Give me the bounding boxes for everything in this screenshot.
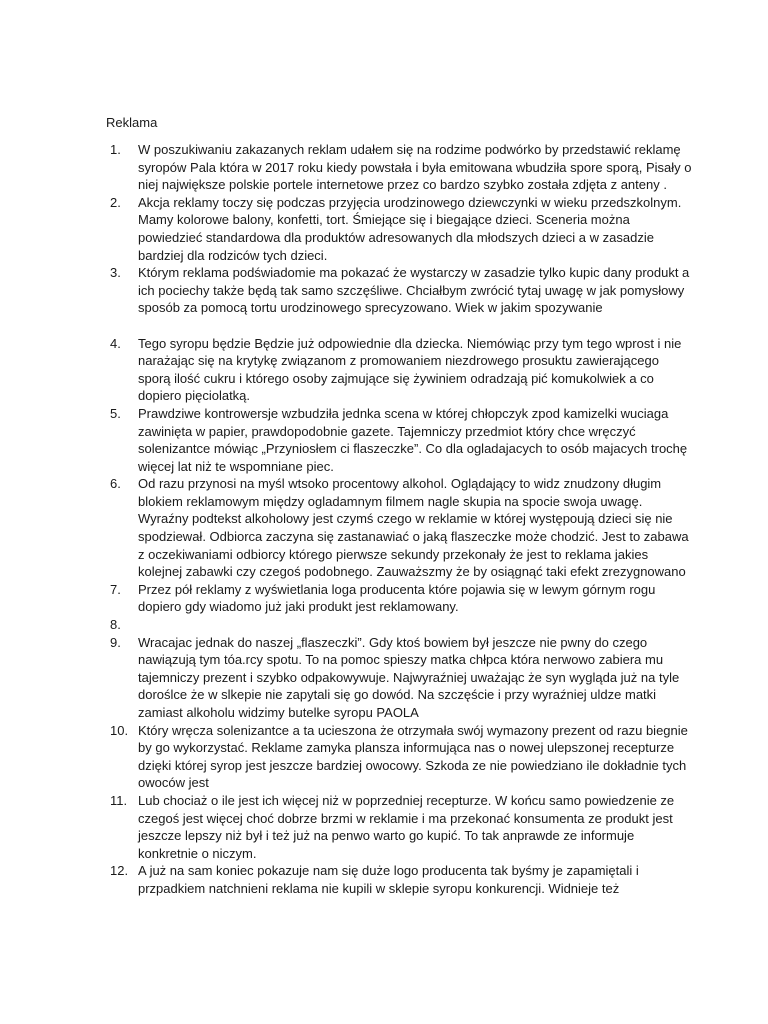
numbered-list [106,141,692,898]
list-item-text: Akcja reklamy toczy się podczas przyjęcia urodzinowego dziewczynki w wieku przedszkolnym. Mamy kolorowe balony, konfetti, tort. Śmiejące się i biegające dzieci. Sceneria można powiedzieć standardowa dla produktów adresowanych dla młodszych dzieci a w zasadzie bardziej dla rodziców tych dzieci. [138,194,682,263]
list-item-text: Który wręcza solenizantce a ta ucieszona że otrzymała swój wymazony prezent od razu biegnie by go wykorzystać. Reklame zamyka plansza informująca nas o nowej ulepszonej recepturze dzięki której syrop jest jeszcze bardziej owocowy. Szkoda ze nie powiedziano ile dokładnie tych owoców jest [138,722,688,791]
list-item-number: 8. [110,617,121,633]
list-item-number: 4. [110,335,121,351]
list-item [106,581,692,616]
list-item [106,194,692,264]
list-item [106,862,692,897]
list-item-text: Przez pół reklamy z wyświetlania loga producenta które pojawia się w lewym górnym rogu dopiero gdy wiadomo już jaki produkt jest reklamowany. [138,581,656,615]
list-item-number: 9. [110,634,121,650]
list-item-text: Prawdziwe kontrowersje wzbudziła jednka scena w której chłopczyk zpod kamizelki wuciaga zawinięta w papier, prawdopodobnie gazete. Tajemniczy przedmiot który chce wręczyć solenizantce mówiąc „Przyniosłem ci flaszeczke”. Co dla ogladajacych to osób majacych trochę więcej lat niż te wspomniane piec. [138,405,688,474]
list-item-number: 2. [110,194,121,210]
list-item-text [138,616,692,634]
list-item-number: 1. [110,142,121,157]
list-item [106,475,692,581]
list-item [106,722,692,792]
list-item [106,792,692,862]
list-item [106,335,692,405]
list-item-number: 5. [110,405,121,421]
list-item-number: 3. [110,265,121,281]
list-item [106,264,692,317]
list-item [106,616,692,634]
list-item-number: 10. [110,722,129,738]
list-item-number: 7. [110,581,121,597]
list-item-text: Od razu przynosi na myśl wtsoko procentowy alkohol. Oglądający to widz znudzony długim blokiem reklamowym między ogladamnym filmem nagle skupia na spocie swoja uwagę. Wyraźny podtekst alkoholowy jest czymś czego w reklamie w której występoują dzieci się nie spodziewał. Odbiorca zaczyna się zastanawiać o jaką flaszeczke może chodzić. Jest to zabawa z oczekiwaniami odbiorcy którego pierwsze sekundy przekonały że jest to reklama jakies kolejnej zabawki czy czegoś podobnego. Zauważszmy że by osiągnąć taki efekt zrezygnowano [138,476,689,580]
list-item-text: W poszukiwaniu zakazanych reklam udałem się na rodzime podwórko by przedstawić reklamę syropów Pala która w 2017 roku kiedy powstała i była emitowana wbudziła spore sporą, Pisały o niej największe polskie portele internetowe przez co bardzo szybko została zdjęta z anteny . [138,142,692,193]
list-item [106,141,692,194]
list-item-text: Którym reklama podświadomie ma pokazać że wystarczy w zasadzie tylko kupic dany produkt a ich pociechy także będą tak samo szczęśliwe. Chciałbym zwrócić tytaj uwagę w jak pomysłowy sposób za pomocą tortu urodzinowego sprecyzowano. Wiek w jakim spozywanie [138,265,690,316]
list-item-text: Tego syropu będzie Będzie już odpowiednie dla dziecka. Niemówiąc przy tym tego wprost i nie narażając się na krytykę związanom z promowaniem niezdrowego prosuktu zawierającego sporą ilość cukru i którego osoby zajmujące się żywiniem odradzają pić komukolwiek a co dopiero pięciolatką. [138,335,682,404]
list-item [106,634,692,722]
list-item-text: Wracajac jednak do naszej „flaszeczki”. Gdy ktoś bowiem był jeszcze nie pwny do czego nawiązują tym tóa.rcy spotu. To na pomoc spieszy matka chłpca która nerwowo zabiera mu tajemniczy prezent i szybko odpakowywuje. Najwyraźniej uważając że syn wygląda już na tyle doroślce że w slkepie nie zapytali się go dowód. Na szczęście i przy wyraźniej uldze matki zamiast alkoholu widzimy butelke syropu PAOLA [138,634,680,720]
list-item-number: 12. [110,863,129,879]
list-item-text: Lub chociaż o ile jest ich więcej niż w poprzedniej recepturze. W końcu samo powiedzenie ze czegoś jest więcej choć dobrze brzmi w reklamie i ma przekonać konsumenta ze produkt jest jeszcze lepszy niż był i też już na penwo warto go kupić. To tak anprawde ze informuje konkretnie o niczym. [138,792,675,861]
list-item-number: 6. [110,476,121,492]
document-title: Reklama [106,115,158,130]
list-item [106,405,692,475]
list-item-number: 11. [110,792,128,808]
list-item-text: A już na sam koniec pokazuje nam się duże logo producenta tak byśmy je zapamiętali i przpadkiem natchnieni reklama nie kupili w sklepie syropu konkurencji. Widnieje też [138,863,639,896]
